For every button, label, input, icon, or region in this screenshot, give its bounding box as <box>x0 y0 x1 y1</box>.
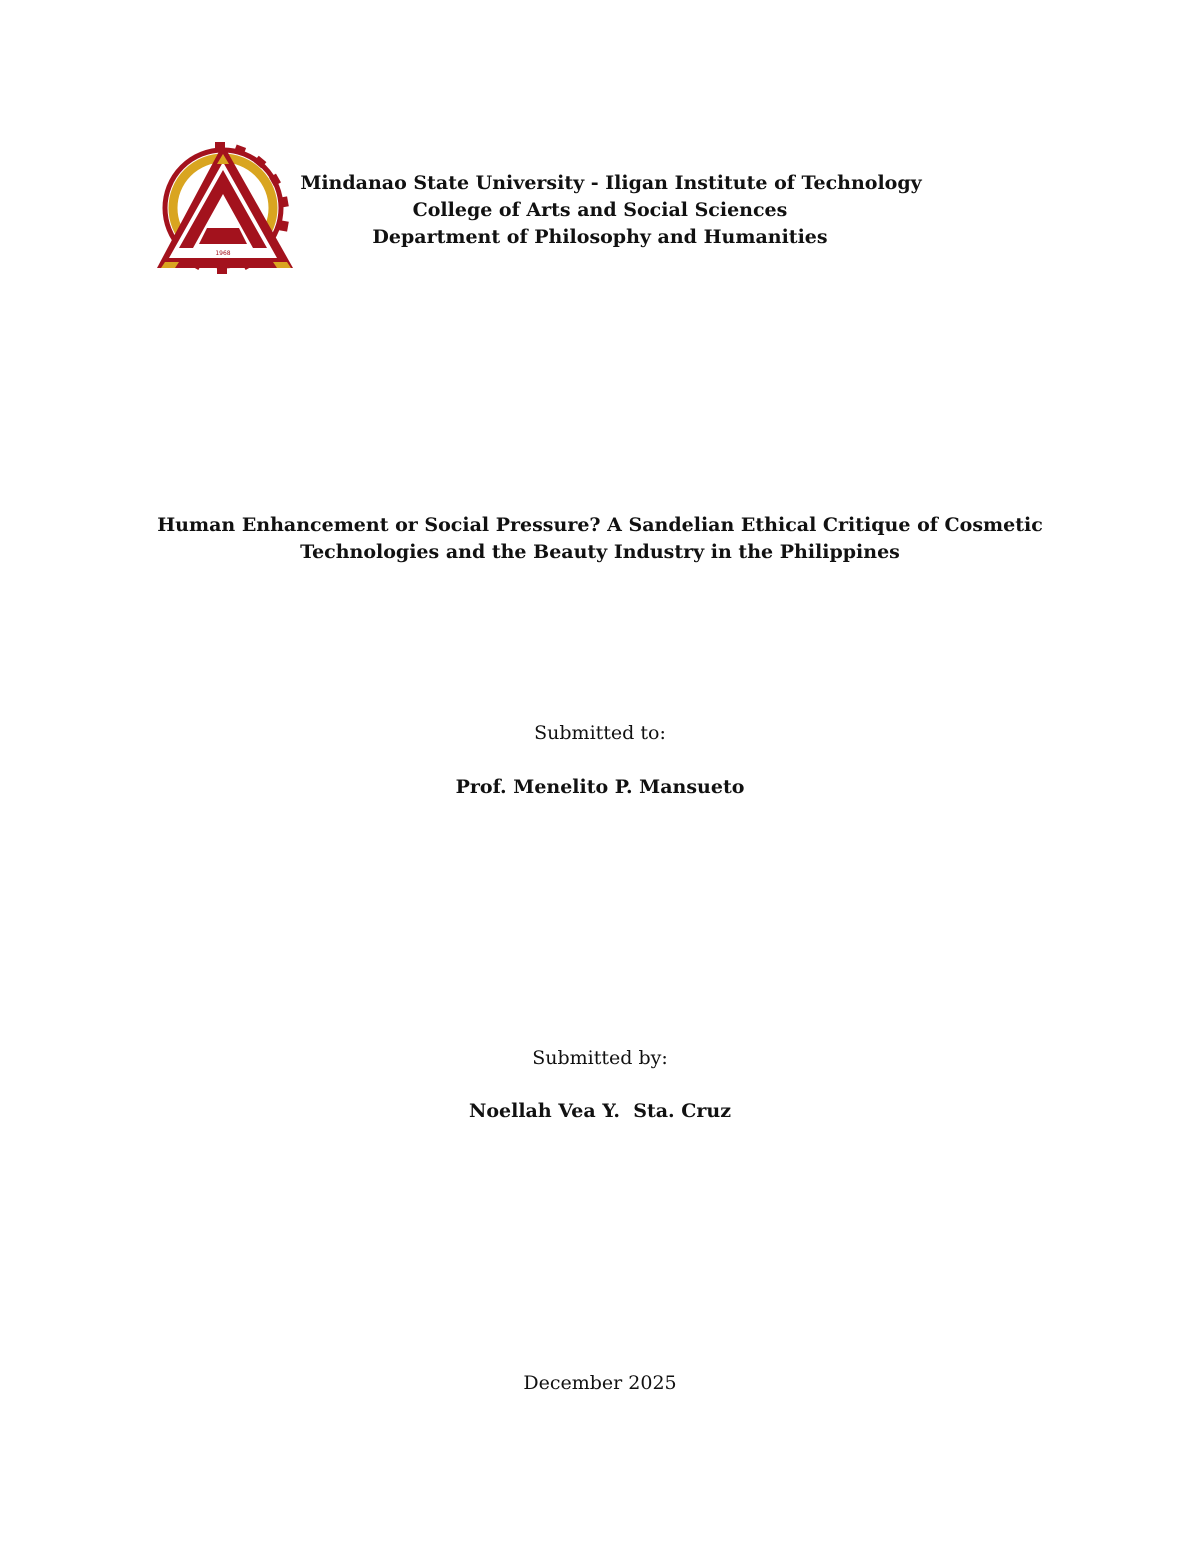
submitted-to-section <box>0 720 1200 747</box>
title-line-1: Human Enhancement or Social Pressure? A Sandelian Ethical Critique of Cosmetic <box>157 514 1043 536</box>
department-name: Department of Philosophy and Humanities <box>372 226 828 248</box>
submission-date: December 2025 <box>523 1372 677 1394</box>
submitted-to-label: Submitted to: <box>534 722 666 744</box>
university-name: Mindanao State University - Iligan Institute of Technology <box>300 172 922 194</box>
student-name: Noellah Vea Y. Sta. Cruz <box>468 1100 732 1122</box>
submitted-by-name-block <box>0 1098 1200 1125</box>
institution-header <box>0 170 1200 251</box>
submitted-to-name-block <box>0 774 1200 801</box>
paper-title <box>0 512 1200 566</box>
date-section <box>0 1370 1200 1397</box>
professor-name: Prof. Menelito P. Mansueto <box>455 776 745 798</box>
title-line-2: Technologies and the Beauty Industry in the Philippines <box>300 541 900 563</box>
svg-text:1968: 1968 <box>215 250 231 257</box>
college-name: College of Arts and Social Sciences <box>412 199 788 221</box>
submitted-by-section <box>0 1045 1200 1072</box>
submitted-by-label: Submitted by: <box>532 1047 668 1069</box>
